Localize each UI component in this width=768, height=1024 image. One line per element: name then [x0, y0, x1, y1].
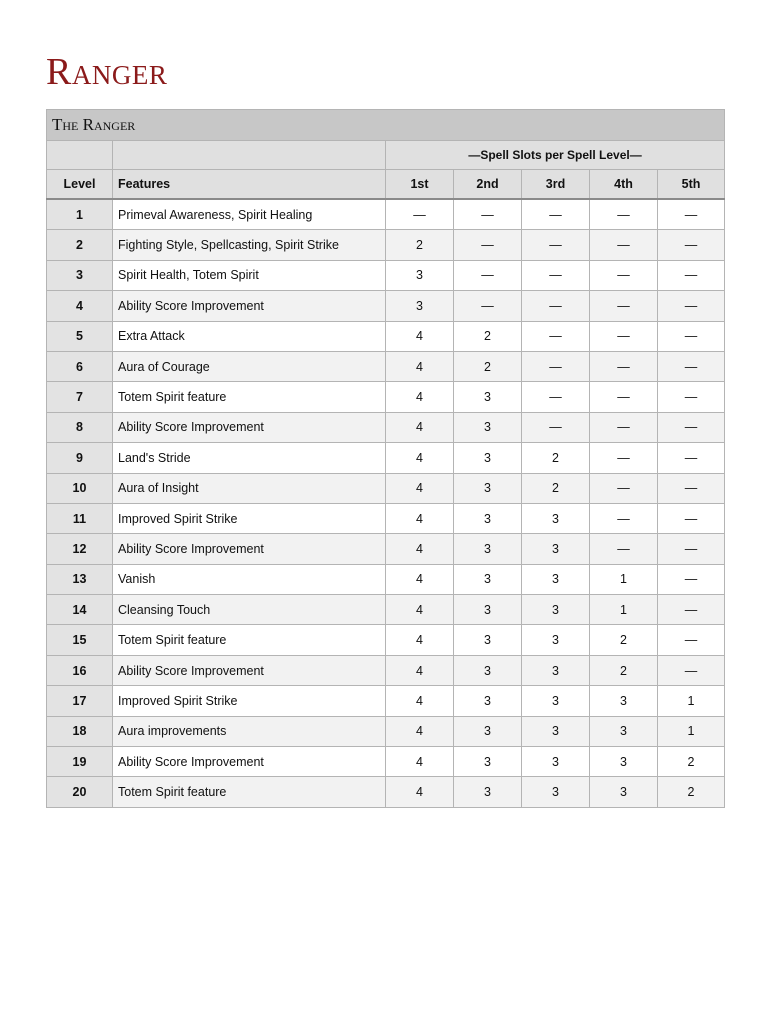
table-row	[47, 230, 725, 260]
table-row	[47, 747, 725, 777]
table-row	[47, 716, 725, 746]
table-row	[47, 625, 725, 655]
level-cell: 10	[47, 473, 113, 503]
table-row	[47, 503, 725, 533]
spell-slot-cell: 4	[386, 686, 454, 716]
spell-slot-cell: 3	[454, 382, 522, 412]
slot-column-header: 5th	[658, 170, 725, 200]
spell-slot-cell: 2	[658, 777, 725, 807]
spell-slot-cell: —	[590, 230, 658, 260]
spell-slot-cell: 4	[386, 595, 454, 625]
spell-slot-cell: —	[590, 503, 658, 533]
features-cell: Improved Spirit Strike	[113, 686, 386, 716]
spell-slot-cell: 3	[454, 595, 522, 625]
table-body	[47, 199, 725, 807]
level-cell: 5	[47, 321, 113, 351]
features-cell: Ability Score Improvement	[113, 534, 386, 564]
spell-slot-cell: —	[590, 351, 658, 381]
spell-slot-cell: —	[590, 199, 658, 230]
features-cell: Extra Attack	[113, 321, 386, 351]
spell-slot-cell: 3	[590, 747, 658, 777]
table-row	[47, 473, 725, 503]
features-cell: Aura improvements	[113, 716, 386, 746]
spell-slot-cell: 1	[658, 686, 725, 716]
spell-slot-cell: —	[658, 351, 725, 381]
spell-slot-cell: 4	[386, 716, 454, 746]
spell-slot-cell: 1	[658, 716, 725, 746]
spell-slot-cell: —	[658, 260, 725, 290]
level-cell: 14	[47, 595, 113, 625]
features-cell: Primeval Awareness, Spirit Healing	[113, 199, 386, 230]
table-row	[47, 777, 725, 807]
table-row	[47, 686, 725, 716]
features-cell: Vanish	[113, 564, 386, 594]
spell-slot-cell: 3	[590, 777, 658, 807]
spell-slot-cell: 3	[522, 655, 590, 685]
spell-slot-cell: —	[590, 443, 658, 473]
spell-slot-cell: 3	[454, 473, 522, 503]
features-cell: Ability Score Improvement	[113, 412, 386, 442]
table-row	[47, 412, 725, 442]
spell-slot-cell: 3	[454, 534, 522, 564]
spell-slot-cell: 3	[386, 260, 454, 290]
level-cell: 3	[47, 260, 113, 290]
spell-slot-cell: 3	[522, 777, 590, 807]
spell-slot-cell: 4	[386, 777, 454, 807]
level-cell: 15	[47, 625, 113, 655]
spell-slot-cell: —	[522, 199, 590, 230]
spell-slot-cell: 2	[454, 321, 522, 351]
level-cell: 16	[47, 655, 113, 685]
spell-slot-cell: 3	[522, 534, 590, 564]
spell-slot-cell: 3	[522, 716, 590, 746]
spell-slot-cell: 4	[386, 412, 454, 442]
level-cell: 11	[47, 503, 113, 533]
spell-slot-cell: 2	[658, 747, 725, 777]
level-cell: 8	[47, 412, 113, 442]
level-cell: 19	[47, 747, 113, 777]
spell-slot-cell: —	[454, 260, 522, 290]
spell-slot-cell: —	[658, 625, 725, 655]
page-title: Ranger	[46, 51, 168, 93]
spell-slot-cell: 3	[454, 777, 522, 807]
spell-slot-cell: 4	[386, 473, 454, 503]
spell-slot-cell: —	[658, 412, 725, 442]
spell-slot-cell: 2	[522, 443, 590, 473]
level-cell: 18	[47, 716, 113, 746]
spell-slot-cell: 3	[590, 686, 658, 716]
spell-slot-cell: 3	[386, 291, 454, 321]
slot-column-header: 4th	[590, 170, 658, 200]
column-header-row	[47, 170, 725, 200]
features-cell: Improved Spirit Strike	[113, 503, 386, 533]
level-cell: 7	[47, 382, 113, 412]
spell-slot-cell: 2	[454, 351, 522, 381]
spell-slot-cell: 1	[590, 595, 658, 625]
table-row	[47, 321, 725, 351]
features-cell: Aura of Insight	[113, 473, 386, 503]
spell-slot-cell: —	[522, 412, 590, 442]
spell-slot-cell: 3	[590, 716, 658, 746]
table-row	[47, 443, 725, 473]
spell-slot-cell: —	[386, 199, 454, 230]
spell-slot-cell: —	[454, 291, 522, 321]
spell-slot-cell: 2	[590, 655, 658, 685]
spell-slot-cell: 1	[590, 564, 658, 594]
spell-slot-cell: 4	[386, 443, 454, 473]
table-row	[47, 351, 725, 381]
spell-slot-cell: 4	[386, 564, 454, 594]
spell-slot-cell: 4	[386, 655, 454, 685]
group-header-blank	[113, 141, 386, 170]
group-header-blank	[47, 141, 113, 170]
spell-slot-cell: —	[658, 199, 725, 230]
spell-slot-cell: —	[590, 260, 658, 290]
table-row	[47, 595, 725, 625]
caption-row	[47, 110, 725, 141]
level-cell: 13	[47, 564, 113, 594]
spell-slot-cell: —	[522, 382, 590, 412]
spell-slot-cell: —	[522, 291, 590, 321]
table-row	[47, 382, 725, 412]
spell-slot-cell: 3	[454, 747, 522, 777]
spell-slot-cell: 3	[454, 564, 522, 594]
spell-slot-cell: —	[522, 321, 590, 351]
spell-slot-cell: 2	[386, 230, 454, 260]
spell-slot-cell: 3	[454, 716, 522, 746]
spell-slot-cell: 3	[522, 747, 590, 777]
spell-slot-cell: 3	[454, 655, 522, 685]
level-cell: 1	[47, 199, 113, 230]
spell-slot-cell: 3	[522, 503, 590, 533]
features-cell: Aura of Courage	[113, 351, 386, 381]
features-cell: Ability Score Improvement	[113, 655, 386, 685]
spell-slot-cell: —	[454, 230, 522, 260]
spell-slot-cell: 4	[386, 382, 454, 412]
features-cell: Land's Stride	[113, 443, 386, 473]
spell-slot-cell: —	[658, 655, 725, 685]
spell-slot-cell: —	[658, 382, 725, 412]
spell-slot-cell: —	[590, 534, 658, 564]
features-cell: Spirit Health, Totem Spirit	[113, 260, 386, 290]
spell-slot-cell: —	[658, 230, 725, 260]
table-caption: The Ranger	[47, 110, 725, 141]
group-header-row	[47, 141, 725, 170]
spell-slot-cell: —	[658, 534, 725, 564]
spell-slot-cell: —	[658, 564, 725, 594]
spell-slot-cell: 3	[454, 686, 522, 716]
spell-slot-cell: —	[590, 412, 658, 442]
spell-slot-cell: —	[658, 321, 725, 351]
spell-slot-cell: 3	[454, 625, 522, 655]
features-cell: Totem Spirit feature	[113, 777, 386, 807]
features-cell: Fighting Style, Spellcasting, Spirit Strike	[113, 230, 386, 260]
spell-slot-cell: —	[590, 382, 658, 412]
spell-slot-cell: —	[658, 473, 725, 503]
spell-slot-cell: 4	[386, 321, 454, 351]
features-cell: Totem Spirit feature	[113, 625, 386, 655]
spell-slot-cell: —	[454, 199, 522, 230]
table-row	[47, 655, 725, 685]
table-row	[47, 291, 725, 321]
spell-slot-cell: 3	[454, 443, 522, 473]
spell-slots-group-header: —Spell Slots per Spell Level—	[386, 141, 725, 170]
spell-slot-cell: 4	[386, 351, 454, 381]
spell-slot-cell: —	[522, 351, 590, 381]
spell-slot-cell: 3	[522, 595, 590, 625]
slot-column-header: 2nd	[454, 170, 522, 200]
spell-slot-cell: 3	[522, 625, 590, 655]
spell-slot-cell: 2	[522, 473, 590, 503]
table-row	[47, 199, 725, 230]
spell-slot-cell: —	[590, 291, 658, 321]
ranger-table	[46, 109, 725, 808]
spell-slot-cell: —	[522, 260, 590, 290]
level-cell: 9	[47, 443, 113, 473]
features-column-header: Features	[113, 170, 386, 200]
spell-slot-cell: 4	[386, 625, 454, 655]
spell-slot-cell: —	[658, 503, 725, 533]
level-cell: 6	[47, 351, 113, 381]
features-cell: Ability Score Improvement	[113, 291, 386, 321]
spell-slot-cell: 3	[522, 564, 590, 594]
level-cell: 2	[47, 230, 113, 260]
level-cell: 20	[47, 777, 113, 807]
level-cell: 4	[47, 291, 113, 321]
level-column-header: Level	[47, 170, 113, 200]
spell-slot-cell: —	[590, 321, 658, 351]
table-row	[47, 260, 725, 290]
spell-slot-cell: —	[658, 291, 725, 321]
spell-slot-cell: 4	[386, 534, 454, 564]
spell-slot-cell: 4	[386, 503, 454, 533]
features-cell: Cleansing Touch	[113, 595, 386, 625]
level-cell: 12	[47, 534, 113, 564]
spell-slot-cell: —	[590, 473, 658, 503]
spell-slot-cell: 3	[454, 412, 522, 442]
spell-slot-cell: 4	[386, 747, 454, 777]
spell-slot-cell: 3	[454, 503, 522, 533]
slot-column-header: 3rd	[522, 170, 590, 200]
spell-slot-cell: —	[658, 595, 725, 625]
spell-slot-cell: 3	[522, 686, 590, 716]
spell-slot-cell: 2	[590, 625, 658, 655]
level-cell: 17	[47, 686, 113, 716]
spell-slot-cell: —	[658, 443, 725, 473]
features-cell: Totem Spirit feature	[113, 382, 386, 412]
slot-column-header: 1st	[386, 170, 454, 200]
table-row	[47, 534, 725, 564]
spell-slot-cell: —	[522, 230, 590, 260]
table-row	[47, 564, 725, 594]
features-cell: Ability Score Improvement	[113, 747, 386, 777]
